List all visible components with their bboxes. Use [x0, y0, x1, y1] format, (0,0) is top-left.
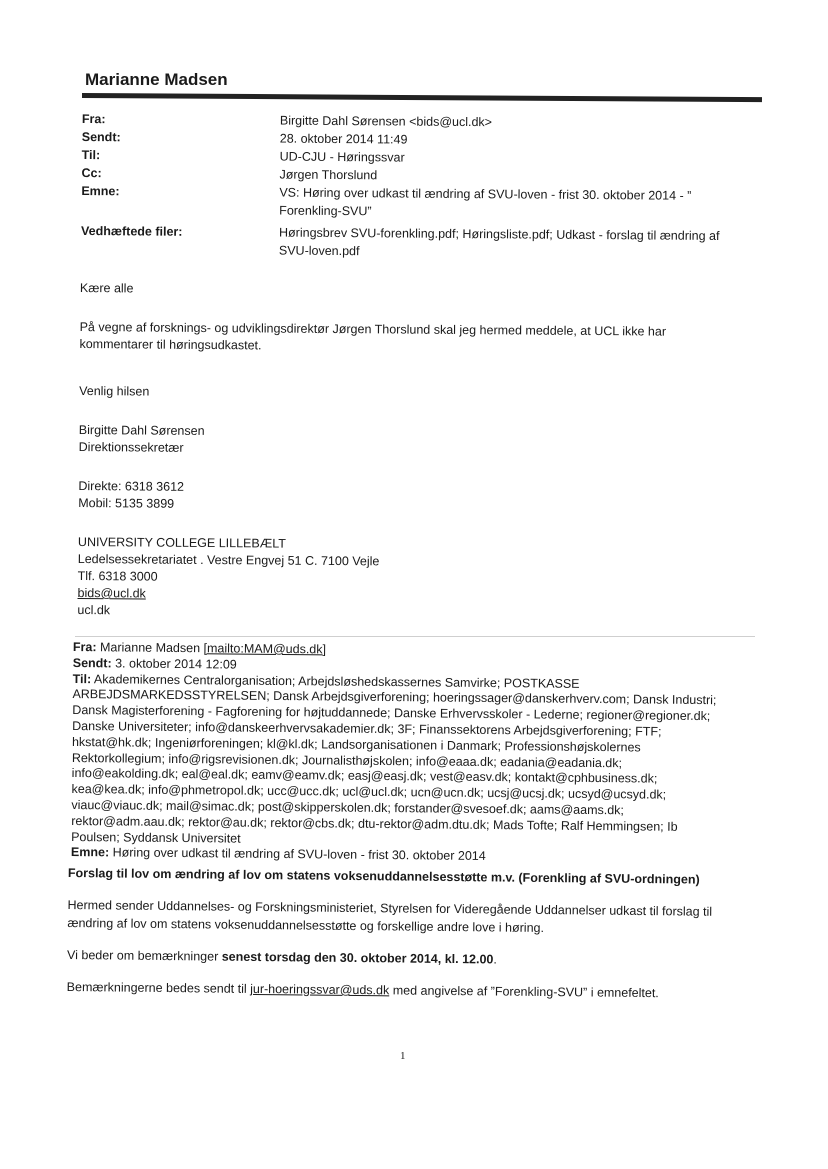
forwarded-header [71, 640, 748, 868]
forwarded-sent-value: 3. oktober 2014 12:09 [111, 656, 237, 672]
letter-paragraph-1-line-1: Hermed sender Uddannelses- og Forskningsministeriet, Styrelsen for Videregående Uddannelser udkast til forslag til [67, 897, 713, 919]
to-label: Til: [81, 147, 101, 163]
recipient-line-3: Dansk Magisterforening - Fagforening for højtuddannede; Danske Erhvervsskoler - Lederne; regioner@regioner.dk; [72, 703, 711, 724]
recipient-line-9: viauc@viauc.dk; mail@simac.dk; post@skipperskolen.dk; forstander@svesoef.dk; aams@aams.dk; [71, 797, 625, 818]
signature-phone: Tlf. 6318 3000 [77, 568, 158, 584]
recipient-line-6: Rektorkollegium; info@rigsrevisionen.dk; Journalisthøjskolen; info@eaaa.dk; eadania@eadania.dk; [71, 750, 623, 770]
reply-paragraph-line-1: På vegne af forsknings- og udviklingsdirektør Jørgen Thorslund skal jeg hermed meddele, at UCL ikke har [79, 319, 667, 339]
submission-intro: Bemærkningerne bedes sendt til [66, 979, 251, 996]
reply-body [77, 280, 730, 624]
forwarded-subject-label: Emne: [70, 845, 110, 860]
heading-rule [82, 93, 762, 102]
to-value: UD-CJU - Høringssvar [279, 149, 405, 165]
submission-email-link[interactable]: jur-hoeringssvar@uds.dk [250, 981, 390, 998]
letter-paragraph-1-line-2: ændring af lov om statens voksenuddannelsesstøtte og forskellige andre love i høring. [67, 915, 545, 935]
subject-value [279, 184, 761, 224]
signature-email-link[interactable]: bids@ucl.dk [77, 585, 146, 601]
page-number: 1 [400, 1050, 406, 1062]
forwarded-from-label: Fra: [72, 640, 97, 655]
recipient-line-5: hkstat@hk.dk; Ingeniørforeningen; kl@kl.dk; Landsorganisationen i Danmark; Professionshøjskolernes [71, 734, 641, 755]
from-label: Fra: [81, 111, 106, 127]
attachments-value [279, 224, 761, 264]
subject-line-1: VS: Høring over udkast til ændring af SVU-loven - frist 30. oktober 2014 - ” [279, 185, 692, 203]
deadline-date: senest torsdag den 30. oktober 2014, kl. 12.00 [221, 949, 494, 967]
recipient-line-4: Danske Universiteter; info@danskeerhvervsakademier.dk; 3F; Finanssektorens Arbejdsgiverforening; FTF; [72, 718, 662, 739]
subject-label: Emne: [81, 183, 120, 199]
recipient-line-10: rektor@adm.aau.dk; rektor@au.dk; rektor@cbs.dk; dtu-rektor@adm.dtu.dk; Mads Tofte; Ralf Hemmingsen; Ib [71, 813, 678, 834]
header-subject-row [81, 182, 761, 223]
closing: Venlig hilsen [79, 383, 150, 399]
recipient-line-8: kea@kea.dk; info@phmetropol.dk; ucc@ucc.dk; ucl@ucl.dk; ucn@ucn.dk; ucsj@ucsj.dk; ucsyd@ucsyd.dk; [71, 782, 667, 802]
forwarded-sent-label: Sendt: [72, 655, 112, 671]
attachments-line-1: Høringsbrev SVU-forenkling.pdf; Høringsliste.pdf; Udkast - forslag til ændring af [278, 225, 720, 244]
signature-mobile: Mobil: 5135 3899 [78, 495, 175, 511]
sent-label: Sendt: [81, 129, 121, 145]
signature-direct-phone: Direkte: 6318 3612 [78, 478, 185, 494]
forwarded-to-label: Til: [72, 671, 92, 686]
sent-value: 28. oktober 2014 11:49 [279, 131, 408, 147]
recipient-line-1: Akademikernes Centralorganisation; Arbejdsløshedskassernes Samvirke; POSTKASSE [91, 671, 580, 691]
signature-name: Birgitte Dahl Sørensen [78, 422, 205, 438]
recipient-line-7: info@eakolding.dk; eal@eal.dk; eamv@eamv.dk; easj@easj.dk; vest@easv.dk; kontakt@cphbusiness.dk; [71, 766, 658, 786]
subject-line-2: Forenkling-SVU” [279, 203, 372, 219]
deadline-end: . [493, 952, 497, 967]
cc-label: Cc: [81, 165, 102, 181]
from-value: Birgitte Dahl Sørensen <bids@ucl.dk> [279, 113, 493, 130]
forwarded-mailto-link[interactable]: [mailto:MAM@uds.dk] [203, 641, 327, 657]
hearing-letter [67, 864, 758, 1003]
recipient-line-11: Poulsen; Syddansk Universitet [71, 829, 241, 846]
submission-end: med angivelse af ”Forenkling-SVU” i emnefeltet. [389, 983, 659, 1001]
letter-heading: Forslag til lov om ændring af lov om statens voksenuddannelsesstøtte m.v. (Forenkling af SVU-ordningen) [67, 865, 700, 887]
signature-organization: UNIVERSITY COLLEGE LILLEBÆLT [77, 534, 286, 551]
forwarded-subject-value: Høring over udkast til ændring af SVU-loven - frist 30. oktober 2014 [109, 845, 486, 864]
signature-title: Direktionssekretær [78, 439, 184, 455]
forward-separator [75, 636, 755, 637]
greeting: Kære alle [79, 280, 134, 296]
signature-website: ucl.dk [77, 602, 111, 618]
cc-value: Jørgen Thorslund [279, 167, 378, 183]
header-attachments-row [81, 222, 761, 263]
forwarded-from-value: Marianne Madsen [96, 640, 204, 656]
attachments-label: Vedhæftede filer: [80, 223, 183, 239]
email-header [81, 110, 762, 263]
sender-name-heading: Marianne Madsen [85, 70, 228, 89]
attachments-line-2: SVU-loven.pdf [278, 243, 360, 259]
reply-paragraph-line-2: kommentarer til høringsudkastet. [79, 336, 262, 353]
recipient-line-2: ARBEJDSMARKEDSSTYRELSEN; Dansk Arbejdsgiverforening; hoeringssager@danskerhverv.com; Dansk Industri; [72, 687, 717, 708]
deadline-intro: Vi beder om bemærkninger [66, 947, 222, 964]
signature-address: Ledelsessekretariatet . Vestre Engvej 51 C. 7100 Vejle [77, 551, 380, 569]
